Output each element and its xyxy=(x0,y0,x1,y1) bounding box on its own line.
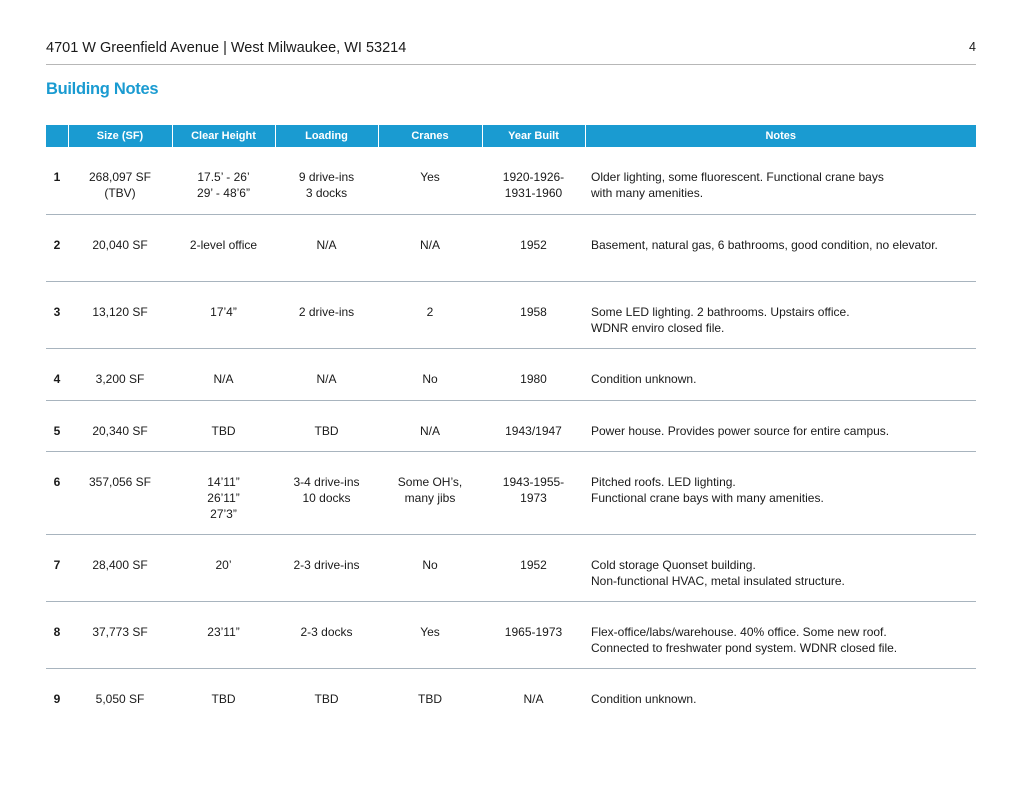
year-built-cell-line: 1952 xyxy=(520,557,547,572)
column-header-number xyxy=(46,125,68,147)
notes-cell-line: Cold storage Quonset building. xyxy=(591,557,756,572)
building-number: 7 xyxy=(46,534,68,601)
building-number: 1 xyxy=(46,147,68,214)
cranes-cell xyxy=(378,281,482,348)
property-address: 4701 W Greenfield Avenue | West Milwaukee, WI 53214 xyxy=(46,40,407,56)
table-row xyxy=(46,601,976,668)
year-built-cell xyxy=(482,451,585,534)
year-built-cell xyxy=(482,400,585,451)
notes-cell-line: Older lighting, some fluorescent. Functional crane bays xyxy=(591,170,884,184)
page-number: 4 xyxy=(969,40,976,54)
building-number: 3 xyxy=(46,281,68,348)
size-cell xyxy=(68,214,172,281)
notes-cell xyxy=(585,601,976,668)
notes-cell-line: Functional crane bays with many amenities. xyxy=(591,490,824,505)
cranes-cell-line: Yes xyxy=(420,624,440,639)
cranes-cell-line: TBD xyxy=(418,691,442,706)
section-title: Building Notes xyxy=(46,80,159,98)
size-cell-line: 28,400 SF xyxy=(92,557,148,572)
cranes-cell xyxy=(378,214,482,281)
year-built-cell xyxy=(482,214,585,281)
loading-cell xyxy=(275,348,378,400)
building-number: 4 xyxy=(46,348,68,400)
size-cell xyxy=(68,668,172,720)
size-cell-line: 268,097 SF xyxy=(88,170,152,184)
year-built-cell-line: N/A xyxy=(523,691,544,706)
cranes-cell xyxy=(378,668,482,720)
size-cell-line: 5,050 SF xyxy=(95,691,145,706)
notes-cell-line: Pitched roofs. LED lighting. xyxy=(591,474,736,489)
year-built-cell-line: 1943/1947 xyxy=(505,423,562,438)
notes-cell xyxy=(585,214,976,281)
clear-height-cell xyxy=(172,348,275,400)
clear-height-cell-line: TBD xyxy=(211,423,236,438)
size-cell-line: 13,120 SF xyxy=(92,304,148,319)
clear-height-cell-line: 2-level office xyxy=(189,237,258,252)
building-number: 9 xyxy=(53,691,61,706)
column-header-cranes: Cranes xyxy=(378,125,482,147)
loading-cell xyxy=(275,601,378,668)
loading-cell xyxy=(275,534,378,601)
loading-cell-line: 2 drive-ins xyxy=(298,304,355,319)
column-header-year-built: Year Built xyxy=(482,125,585,147)
table-row xyxy=(46,400,976,451)
cranes-cell xyxy=(378,147,482,214)
size-cell-line: 3,200 SF xyxy=(95,371,145,386)
loading-cell xyxy=(275,147,378,214)
notes-cell-line: Condition unknown. xyxy=(591,691,697,706)
building-number: 5 xyxy=(46,400,68,451)
clear-height-cell xyxy=(172,534,275,601)
building-number: 6 xyxy=(46,451,68,534)
size-cell-line: 37,773 SF xyxy=(92,624,148,639)
notes-cell xyxy=(585,348,976,400)
size-cell xyxy=(68,281,172,348)
table-row xyxy=(46,348,976,400)
loading-cell-line: 9 drive-ins xyxy=(298,170,355,184)
table-row xyxy=(46,534,976,601)
notes-cell xyxy=(585,147,976,214)
cranes-cell-line: N/A xyxy=(419,237,440,252)
notes-cell-line: Connected to freshwater pond system. WDNR closed file. xyxy=(591,640,898,655)
loading-cell xyxy=(275,281,378,348)
notes-cell xyxy=(585,281,976,348)
table-row xyxy=(46,281,976,348)
building-notes-table xyxy=(46,125,976,720)
year-built-cell-line: 1943-1955- xyxy=(502,474,565,489)
notes-cell-line: Power house. Provides power source for entire campus. xyxy=(591,423,890,438)
cranes-cell xyxy=(378,400,482,451)
year-built-cell-line: 1980 xyxy=(520,371,547,386)
notes-cell xyxy=(585,534,976,601)
year-built-cell xyxy=(482,601,585,668)
year-built-cell xyxy=(482,534,585,601)
notes-cell xyxy=(585,400,976,451)
page-header xyxy=(46,40,976,65)
cranes-cell-line: Yes xyxy=(420,170,440,184)
loading-cell-line: 3-4 drive-ins xyxy=(293,474,360,489)
loading-cell-line: TBD xyxy=(314,691,339,706)
loading-cell xyxy=(275,400,378,451)
size-cell xyxy=(68,147,172,214)
clear-height-cell-line: 20’ xyxy=(215,557,232,572)
size-cell xyxy=(68,400,172,451)
table-row xyxy=(46,147,976,214)
cranes-cell-line: Some OH’s, xyxy=(397,474,463,489)
notes-cell xyxy=(585,668,976,720)
year-built-cell xyxy=(482,668,585,720)
cranes-cell-line: No xyxy=(422,557,438,572)
clear-height-cell-line: 17.5’ - 26’ xyxy=(197,170,250,184)
loading-cell-line: TBD xyxy=(314,423,339,438)
clear-height-cell-line: N/A xyxy=(213,371,234,386)
table-row xyxy=(46,668,976,720)
year-built-cell xyxy=(482,281,585,348)
year-built-cell-line: 1958 xyxy=(520,304,547,319)
size-cell-line: 20,040 SF xyxy=(92,237,148,252)
clear-height-cell-line: 17’4” xyxy=(210,304,237,319)
table-row xyxy=(46,451,976,534)
notes-cell-line: with many amenities. xyxy=(591,186,704,200)
cranes-cell xyxy=(378,534,482,601)
building-number: 2 xyxy=(46,214,68,281)
notes-cell-line: WDNR enviro closed file. xyxy=(591,320,725,335)
clear-height-cell xyxy=(172,451,275,534)
cranes-cell-line: No xyxy=(422,371,438,386)
year-built-cell-line: 1952 xyxy=(520,237,547,252)
size-cell xyxy=(68,601,172,668)
loading-cell-line: N/A xyxy=(316,237,337,252)
notes-cell-line: Flex-office/labs/warehouse. 40% office. Some new roof. xyxy=(591,624,887,639)
column-header-size: Size (SF) xyxy=(68,125,172,147)
year-built-cell xyxy=(482,348,585,400)
clear-height-cell-line: 27’3” xyxy=(210,506,237,521)
cranes-cell xyxy=(378,451,482,534)
notes-cell-line: Basement, natural gas, 6 bathrooms, good condition, no elevator. xyxy=(591,237,938,252)
table-header-row xyxy=(46,125,976,147)
cranes-cell-line: 2 xyxy=(426,304,434,319)
column-header-clear-height: Clear Height xyxy=(172,125,275,147)
notes-cell-line: Condition unknown. xyxy=(591,371,697,386)
loading-cell xyxy=(275,214,378,281)
clear-height-cell-line: 14’11” xyxy=(207,474,240,489)
table-row xyxy=(46,214,976,281)
size-cell xyxy=(68,451,172,534)
size-cell xyxy=(68,348,172,400)
clear-height-cell xyxy=(172,281,275,348)
loading-cell xyxy=(275,668,378,720)
year-built-cell-line: 1965-1973 xyxy=(504,624,563,639)
year-built-cell-line: 1931-1960 xyxy=(504,186,563,200)
clear-height-cell xyxy=(172,400,275,451)
size-cell-line: 357,056 SF xyxy=(88,474,152,489)
cranes-cell-line: N/A xyxy=(419,423,440,438)
loading-cell-line: 3 docks xyxy=(305,186,348,200)
cranes-cell xyxy=(378,348,482,400)
clear-height-cell-line: TBD xyxy=(211,691,236,706)
loading-cell xyxy=(275,451,378,534)
cranes-cell-line: many jibs xyxy=(404,490,456,505)
clear-height-cell xyxy=(172,668,275,720)
size-cell xyxy=(68,534,172,601)
year-built-cell-line: 1920-1926- xyxy=(502,170,565,184)
building-number: 8 xyxy=(46,601,68,668)
loading-cell-line: N/A xyxy=(316,371,337,386)
size-cell-line: 20,340 SF xyxy=(92,423,148,438)
loading-cell-line: 10 docks xyxy=(302,490,351,505)
clear-height-cell-line: 29’ - 48’6” xyxy=(197,186,250,200)
clear-height-cell-line: 23’11” xyxy=(207,624,240,639)
loading-cell-line: 2-3 drive-ins xyxy=(293,557,360,572)
loading-cell-line: 2-3 docks xyxy=(300,624,353,639)
column-header-notes: Notes xyxy=(585,125,976,147)
notes-cell-line: Some LED lighting. 2 bathrooms. Upstairs office. xyxy=(591,304,850,319)
clear-height-cell xyxy=(172,601,275,668)
cranes-cell xyxy=(378,601,482,668)
notes-cell xyxy=(585,451,976,534)
clear-height-cell xyxy=(172,147,275,214)
notes-cell-line: Non-functional HVAC, metal insulated structure. xyxy=(591,573,845,588)
clear-height-cell-line: 26’11” xyxy=(207,490,240,505)
column-header-loading: Loading xyxy=(275,125,378,147)
size-cell-line: (TBV) xyxy=(104,186,136,200)
year-built-cell xyxy=(482,147,585,214)
year-built-cell-line: 1973 xyxy=(520,490,547,505)
clear-height-cell xyxy=(172,214,275,281)
